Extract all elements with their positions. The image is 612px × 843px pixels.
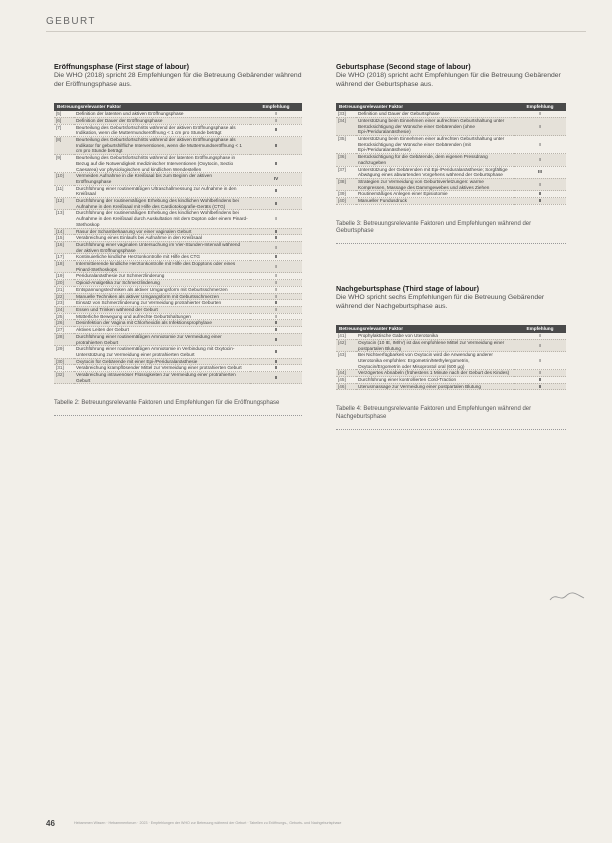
table-row: [54, 286, 302, 293]
table-row: [54, 117, 302, 124]
table-row: [336, 154, 566, 166]
row-number: [5]: [54, 111, 74, 117]
handwritten-mark: [548, 590, 588, 604]
row-factor: Definition der latenten und aktiven Eröffnungsphase: [74, 111, 250, 117]
row-factor: Definition der Dauer der Eröffnungsphase: [74, 117, 250, 124]
row-factor: Mütterliche Bewegung und aufrechte Geburtshaltungen: [74, 313, 250, 320]
dotted-divider: [54, 414, 302, 416]
row-recommendation: I: [514, 352, 566, 370]
table-row: [54, 293, 302, 300]
row-factor: Periduralanästhesie zur Schmerzlinderung: [74, 273, 250, 280]
table-row: [54, 137, 302, 155]
table-row: [54, 124, 302, 136]
row-recommendation: II: [250, 372, 302, 384]
row-recommendation: II: [514, 191, 566, 198]
row-number: [8]: [54, 137, 74, 155]
table-row: [336, 178, 566, 190]
row-recommendation: I: [250, 241, 302, 253]
row-recommendation: I: [250, 286, 302, 293]
table-row: [336, 198, 566, 205]
row-recommendation: I: [514, 178, 566, 190]
row-number: [41]: [336, 333, 356, 339]
row-number: [12]: [54, 198, 74, 210]
row-factor: Kontinuierliche kindliche Herztonkontrolle mit Hilfe des CTG: [74, 254, 250, 261]
row-factor: Verabreichung krampflösender Mittel zur Vermeidung einer protrahierten Geburt: [74, 365, 250, 372]
third-stage-table: [336, 325, 566, 390]
row-recommendation: II: [250, 365, 302, 372]
row-recommendation: I: [250, 261, 302, 273]
table-row: [54, 185, 302, 197]
table-row: [54, 273, 302, 280]
page-number: 46: [46, 819, 55, 828]
row-recommendation: II: [250, 235, 302, 242]
row-number: [34]: [336, 117, 356, 135]
row-factor: Beurteilung des Geburtsfortschritts während der aktiven Eröffnungsphase als Indikation, wenn die Muttermundseröffnung < 1 cm pro Stunde beträgt: [74, 124, 250, 136]
left-column: [54, 62, 302, 416]
row-number: [45]: [336, 377, 356, 384]
row-factor: Manuelle Techniken als aktiver Umgangsform mit Geburtsschmerzen: [74, 293, 250, 300]
second-stage-table: [336, 103, 566, 205]
header-factor: Betreuungsrelevanter Faktor: [336, 325, 514, 333]
first-stage-rows: [54, 111, 302, 384]
row-factor: Beurteilung des Geburtsfortschritts während der latenten Eröffnungsphase in Bezug auf die Notwendigkeit medizinischer Interventionen (Oxytocin, Sectio Caesarea) vor physiologischen und kindlichen Wendestellen: [74, 155, 250, 173]
second-stage-intro: Die WHO (2018) spricht acht Empfehlungen für die Betreuung Gebärender während der Geburtsphase aus.: [336, 72, 561, 88]
row-factor: Oxytocin (10 IE, IM/IV) ist das empfohlene Mittel zur Vermeidung einer postpartalen Blutung: [356, 339, 514, 351]
row-factor: Durchführung einer routinemäßigen Amniotomie zur Vermeidung einer protrahierten Geburt: [74, 333, 250, 345]
row-recommendation: II: [250, 300, 302, 307]
row-recommendation: II: [250, 198, 302, 210]
table-row: [54, 241, 302, 253]
row-recommendation: I: [514, 111, 566, 117]
section-label: GEBURT: [46, 16, 96, 27]
second-stage-title: Geburtsphase (Second stage of labour): [336, 62, 471, 71]
row-recommendation: I: [514, 154, 566, 166]
table-row: [336, 370, 566, 377]
row-recommendation: I: [250, 210, 302, 228]
table-row: [54, 306, 302, 313]
row-recommendation: I: [514, 136, 566, 154]
footer-citation: Hebammen Wissen · Hebammenforum · 2023 · Empfehlungen der WHO zur Betreuung während der Geburt · Tabellen zu Eröffnungs-, Geburts- und Nachgeburtsphase: [74, 821, 342, 825]
row-number: [6]: [54, 117, 74, 124]
row-recommendation: II: [514, 383, 566, 390]
table-row: [54, 346, 302, 358]
table-row: [54, 210, 302, 228]
row-number: [21]: [54, 286, 74, 293]
row-number: [46]: [336, 383, 356, 390]
row-factor: Essen und Trinken während der Geburt: [74, 306, 250, 313]
table-row: [54, 155, 302, 173]
header-factor: Betreuungsrelevanter Faktor: [336, 103, 514, 111]
table-row: [54, 280, 302, 287]
table-row: [336, 377, 566, 384]
row-recommendation: II: [250, 124, 302, 136]
row-number: [38]: [336, 178, 356, 190]
right-column: [336, 62, 566, 430]
row-factor: Bei Nichtverfügbarkeit von Oxytocin wird die Anwendung anderer Uterotonika empfohlen: Ergometrin/Methylergometrin, Oxytocin/Ergometrin oder Misoprostol oral (600 µg): [356, 352, 514, 370]
header-rule: [46, 31, 586, 32]
row-recommendation: IV: [250, 173, 302, 185]
row-number: [25]: [54, 313, 74, 320]
row-number: [36]: [336, 154, 356, 166]
row-number: [35]: [336, 136, 356, 154]
row-factor: Entspannungstechniken als aktiver Umgangsform mit Geburtsschmerzen: [74, 286, 250, 293]
row-recommendation: II: [250, 333, 302, 345]
third-stage-rows: [336, 333, 566, 390]
first-stage-title: Eröffnungsphase (First stage of labour): [54, 62, 189, 71]
table-row: [54, 235, 302, 242]
row-factor: Unterstützung beim Einnehmen einer aufrechten Geburtshaltung unter Berücksichtigung der Wünsche einer Gebärenden (mit Epi-/Periduralanästhesie): [356, 136, 514, 154]
row-number: [23]: [54, 300, 74, 307]
table-row: [54, 254, 302, 261]
second-stage-caption: Tabelle 3: Betreuungsrelevante Faktoren und Empfehlungen während der Geburtsphase: [336, 220, 532, 235]
table-row: [54, 261, 302, 273]
row-recommendation: II: [250, 185, 302, 197]
header-factor: Betreuungsrelevanter Faktor: [54, 103, 250, 111]
row-factor: Desinfektion der Vagina mit Chlorhexidin als Infektionsprophylaxe: [74, 320, 250, 327]
row-recommendation: I: [250, 117, 302, 124]
row-number: [26]: [54, 320, 74, 327]
row-number: [32]: [54, 372, 74, 384]
first-stage-caption: Tabelle 2: Betreuungsrelevante Faktoren und Empfehlungen für die Eröffnungsphase: [54, 400, 280, 407]
row-factor: Oxytocin für Gebärende mit einer Epi-/Periduralanästhesie: [74, 358, 250, 365]
row-number: [27]: [54, 327, 74, 334]
running-head: [0, 0, 612, 30]
table-row: [336, 117, 566, 135]
row-number: [14]: [54, 228, 74, 235]
table-row: [54, 313, 302, 320]
row-number: [30]: [54, 358, 74, 365]
row-factor: Unterstützung der Gebärenden mit Epi-/Periduralanästhesie; Sorgfältige Abwägung eines abwartenden Vorgehens während der Geburtsphase: [356, 166, 514, 178]
row-number: [15]: [54, 235, 74, 242]
header-recommendation: Empfehlung: [514, 325, 566, 333]
table-row: [54, 228, 302, 235]
row-factor: Vermeiden Aufnahme in die Kreißsaal bis zum Beginn der aktiven Eröffnungsphase: [74, 173, 250, 185]
row-number: [24]: [54, 306, 74, 313]
row-factor: Verabreichung intravenöser Flüssigkeiten zur Vermeidung einer protrahierten Geburt: [74, 372, 250, 384]
row-number: [18]: [54, 261, 74, 273]
row-factor: Definition und Dauer der Geburtsphase: [356, 111, 514, 117]
row-factor: Prophylaktische Gabe von Uterotonika: [356, 333, 514, 339]
row-recommendation: I: [514, 117, 566, 135]
row-recommendation: I: [514, 339, 566, 351]
row-recommendation: II: [514, 377, 566, 384]
row-number: [11]: [54, 185, 74, 197]
header-recommendation: Empfehlung: [250, 103, 302, 111]
row-recommendation: I: [250, 111, 302, 117]
row-number: [22]: [54, 293, 74, 300]
row-factor: Verzögertes Abnabeln (frühestens 1 Minute nach der Geburt des Kindes): [356, 370, 514, 377]
row-recommendation: I: [250, 273, 302, 280]
table-row: [54, 327, 302, 334]
row-number: [9]: [54, 155, 74, 173]
row-recommendation: II: [250, 358, 302, 365]
row-recommendation: III: [514, 166, 566, 178]
row-number: [13]: [54, 210, 74, 228]
row-number: [16]: [54, 241, 74, 253]
row-number: [10]: [54, 173, 74, 185]
row-recommendation: I: [250, 306, 302, 313]
row-factor: Durchführung der routinemäßigen Erhebung des kindlichen Wohlbefindens bei Aufnahme in den Kreißsaal durch Auskultation mit dem Dopton oder einem Pinard-Stethoskop: [74, 210, 250, 228]
table-header-row: [336, 325, 566, 333]
row-factor: Intermittierende kindliche Herztonkontrolle mit Hilfe des Dopptons oder eines Pinard-Stethoskops: [74, 261, 250, 273]
row-number: [28]: [54, 333, 74, 345]
row-factor: Rasur der Schambehaarung vor einer vaginalen Geburt: [74, 228, 250, 235]
table-row: [336, 383, 566, 390]
table-row: [54, 320, 302, 327]
third-stage-title: Nachgeburtsphase (Third stage of labour): [336, 283, 479, 293]
row-recommendation: II: [250, 137, 302, 155]
row-recommendation: II: [250, 155, 302, 173]
row-factor: Durchführung einer routinemäßigen Ultraschallmessung zur Aufnahme in den Kreißsaal: [74, 185, 250, 197]
row-number: [33]: [336, 111, 356, 117]
table-row: [54, 365, 302, 372]
row-number: [44]: [336, 370, 356, 377]
third-stage-intro: Die WHO spricht sechs Empfehlungen für die Betreuung Gebärender während der Nachgeburtsphase aus.: [336, 293, 545, 310]
table-row: [54, 372, 302, 384]
table-row: [54, 358, 302, 365]
row-factor: Unterstützung beim Einnehmen einer aufrechten Geburtshaltung unter Berücksichtigung der Wünsche einer Gebärenden (ohne Epi-/Periduralanästhesie): [356, 117, 514, 135]
row-recommendation: I: [250, 313, 302, 320]
row-recommendation: II: [250, 228, 302, 235]
third-stage-caption: Tabelle 4: Betreuungsrelevante Faktoren und Empfehlungen während der Nachgeburtsphase: [336, 406, 532, 421]
row-recommendation: II: [514, 198, 566, 205]
table-row: [336, 339, 566, 351]
row-factor: Uterusmassage zur Vermeidung einer postpartalen Blutung: [356, 383, 514, 390]
row-recommendation: I: [250, 293, 302, 300]
row-number: [43]: [336, 352, 356, 370]
first-stage-table: [54, 103, 302, 384]
row-recommendation: II: [250, 346, 302, 358]
row-number: [7]: [54, 124, 74, 136]
row-factor: Aktives Leiten der Geburt: [74, 327, 250, 334]
row-number: [40]: [336, 198, 356, 205]
page-footer: [46, 819, 592, 831]
table-row: [336, 136, 566, 154]
row-recommendation: II: [250, 320, 302, 327]
table-row: [54, 173, 302, 185]
row-number: [29]: [54, 346, 74, 358]
table-row: [336, 352, 566, 370]
header-recommendation: Empfehlung: [514, 103, 566, 111]
row-factor: Einsatz von Schmerzlinderung zur Vermeidung protrahierter Geburten: [74, 300, 250, 307]
row-factor: Strategien zur Vermeidung von Geburtsverletzungen: warme Kompressen, Massage des Dammgewebes und aktives Ziehen: [356, 178, 514, 190]
row-number: [39]: [336, 191, 356, 198]
row-factor: Beurteilung des Geburtsfortschritts während der aktiven Eröffnungsphase als Indikator für geburtshilfliche Interventionen, wenn die Muttermundseröffnung < 1 cm pro Stunde beträgt: [74, 137, 250, 155]
row-factor: Durchführung der routinemäßigen Erhebung des kindlichen Wohlbefindens bei Aufnahme in den Kreißsaal mit Hilfe des Cardiotokografie-Geräts (CTG): [74, 198, 250, 210]
row-recommendation: II: [250, 327, 302, 334]
table-header-row: [336, 103, 566, 111]
first-stage-intro: Die WHO (2018) spricht 28 Empfehlungen für die Betreuung Gebärender während der Eröffnungsphase aus.: [54, 72, 302, 88]
row-recommendation: II: [250, 254, 302, 261]
row-number: [20]: [54, 280, 74, 287]
second-stage-rows: [336, 111, 566, 204]
row-factor: Durchführung einer vaginalen Untersuchung im Vier-Stunden-Intervall während der aktiven Eröffnungsphase: [74, 241, 250, 253]
row-number: [17]: [54, 254, 74, 261]
row-recommendation: I: [250, 280, 302, 287]
row-recommendation: I: [514, 333, 566, 339]
row-recommendation: I: [514, 370, 566, 377]
row-factor: Durchführung einer kontrollierten Cord-Traction: [356, 377, 514, 384]
row-factor: Opioid-Analgetika zur Schmerzlinderung: [74, 280, 250, 287]
table-row: [54, 300, 302, 307]
table-row: [54, 198, 302, 210]
row-factor: Durchführung einer routinemäßigen Amniotomie in Verbindung mit Oxytocin-Unterstützung zur Vermeidung einer protrahierten Geburt: [74, 346, 250, 358]
row-factor: Verabreichung eines Einlaufs bei Aufnahme in den Kreißsaal: [74, 235, 250, 242]
row-factor: Routinemäßiges Anlegen einer Episiotomie: [356, 191, 514, 198]
table-row: [54, 333, 302, 345]
row-factor: Manueller Fundusdruck: [356, 198, 514, 205]
table-row: [336, 191, 566, 198]
row-number: [19]: [54, 273, 74, 280]
table-row: [336, 166, 566, 178]
row-number: [31]: [54, 365, 74, 372]
row-number: [37]: [336, 166, 356, 178]
row-factor: Berücksichtigung für die Gebärende, dem eigenen Pressdrang nachzugeben: [356, 154, 514, 166]
dotted-divider: [336, 428, 566, 430]
table-header-row: [54, 103, 302, 111]
row-number: [42]: [336, 339, 356, 351]
